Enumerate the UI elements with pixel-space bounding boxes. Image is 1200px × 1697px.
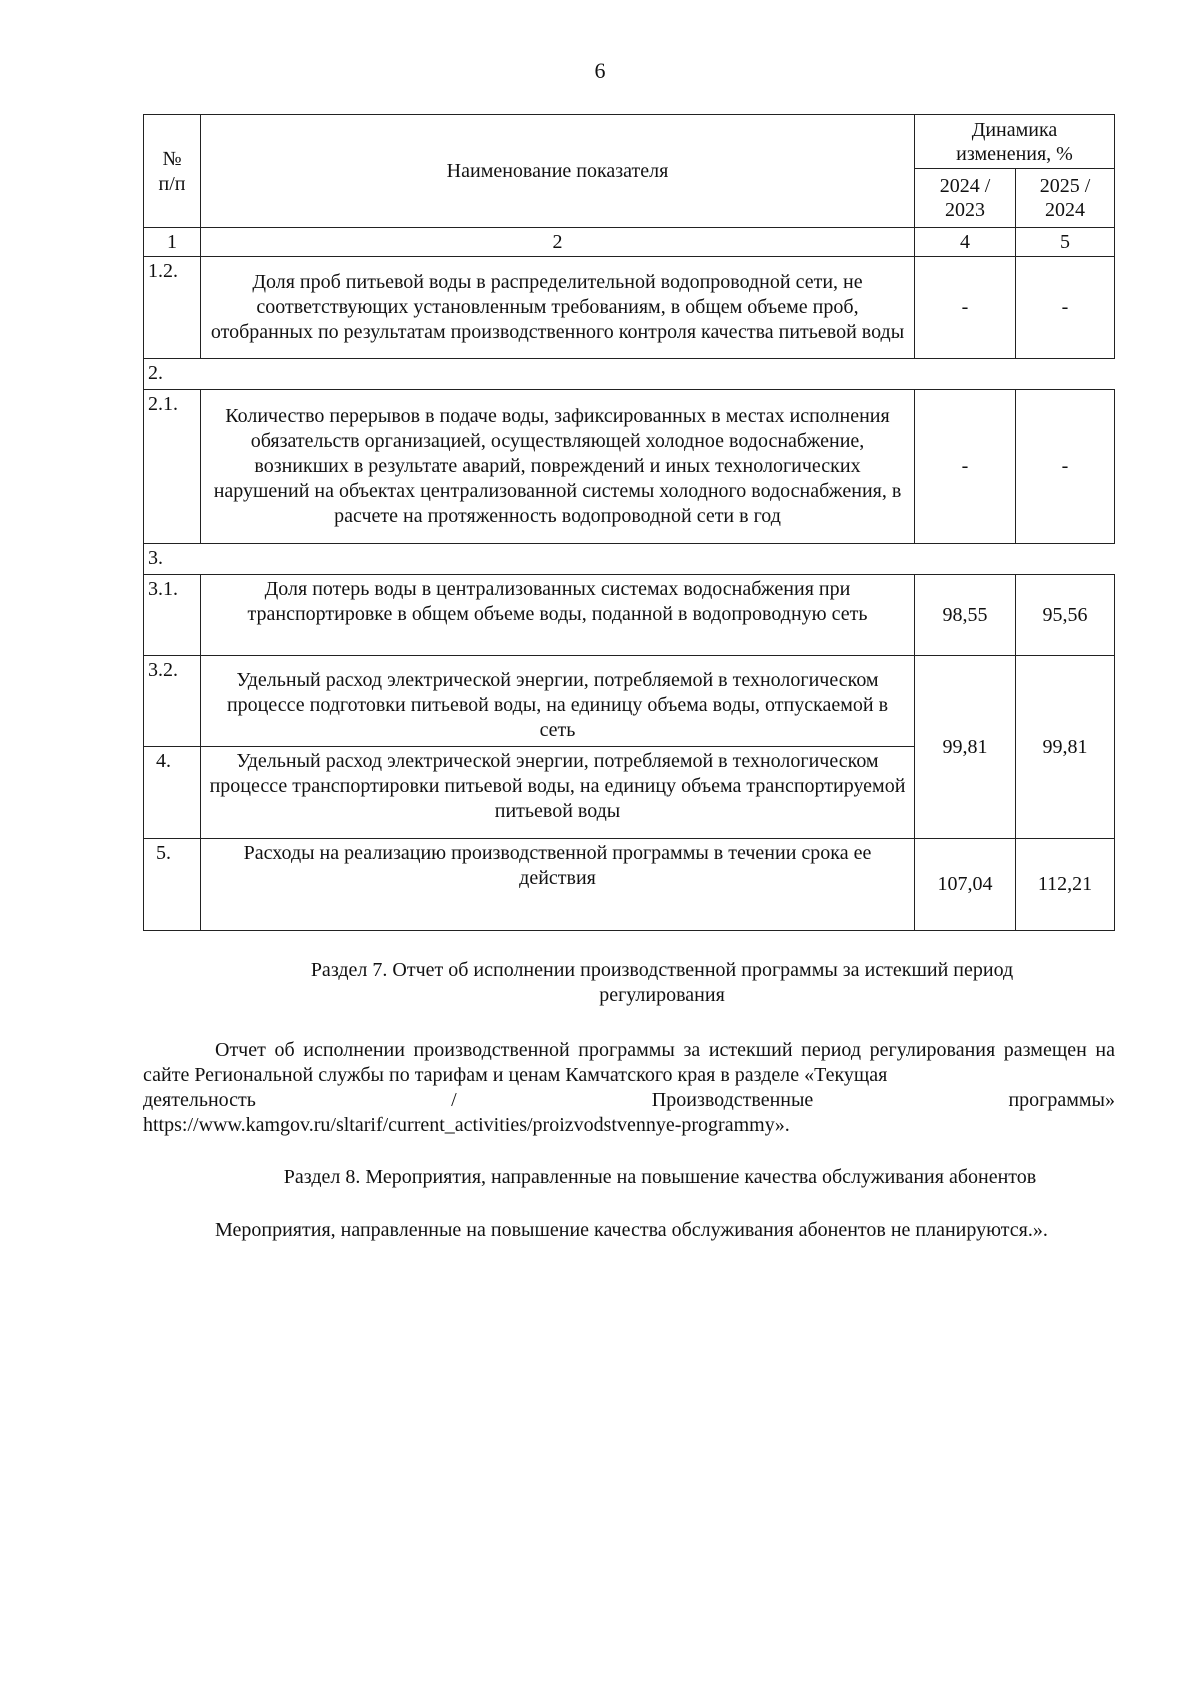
- section7-url: https://www.kamgov.ru/sltarif/current_activities/proizvodstvennye-programmy».: [143, 1114, 790, 1136]
- section7-line2-part: программы»: [1008, 1089, 1115, 1111]
- header-2025: 2025 / 2024: [1015, 168, 1115, 228]
- row-value-2025: 112,21: [1015, 838, 1115, 931]
- row-value-2025: -: [1015, 389, 1115, 544]
- row-value-2024: 107,04: [914, 838, 1016, 931]
- colnum-5: 5: [1015, 227, 1115, 257]
- colnum-2: 2: [200, 227, 915, 257]
- section7-line2-part: деятельность: [143, 1089, 256, 1111]
- section-row-spacer: [200, 543, 1115, 575]
- row-name: Расходы на реализацию производственной программы в течении срока ее действия: [200, 838, 915, 931]
- row-name: Доля потерь воды в централизованных системах водоснабжения при транспортировке в общем объеме воды, поданной в водопроводную сеть: [200, 574, 915, 656]
- row-value-2025: -: [1015, 256, 1115, 359]
- row-num: 2.1.: [143, 389, 201, 544]
- row-value-2024: 99,81: [914, 655, 1016, 839]
- section7-line2: [143, 1088, 1115, 1113]
- section7-heading: Раздел 7. Отчет об исполнении производственной программы за истекший период регулирования: [310, 959, 1014, 1006]
- header-2024: 2024 / 2023: [914, 168, 1016, 228]
- row-name: Удельный расход электрической энергии, потребляемой в технологическом процессе подготовки питьевой воды, на единицу объема воды, отпускаемой в сеть: [200, 655, 915, 747]
- row-num: 3.1.: [143, 574, 201, 656]
- page-number: 6: [594, 58, 606, 83]
- section7-line2-part: Производственные: [651, 1089, 814, 1111]
- row-num: 4.: [143, 746, 201, 839]
- section8-heading: Раздел 8. Мероприятия, направленные на повышение качества обслуживания абонентов: [283, 1166, 1037, 1188]
- row-value-2024: -: [914, 256, 1016, 359]
- row-num: 2.: [143, 358, 201, 390]
- row-num: 3.: [143, 543, 201, 575]
- section-row-spacer: [200, 358, 1115, 390]
- header-name: Наименование показателя: [200, 114, 915, 228]
- header-dynamics: Динамика изменения, %: [914, 114, 1115, 169]
- row-value-2025: 99,81: [1015, 655, 1115, 839]
- row-name: Доля проб питьевой воды в распределительной водопроводной сети, не соответствующих установленным требованиям, в общем объеме проб, отобранных по результатам производственного контроля качества питьевой воды: [200, 256, 915, 359]
- colnum-1: 1: [143, 227, 201, 257]
- colnum-4: 4: [914, 227, 1016, 257]
- header-num: № п/п: [143, 114, 201, 228]
- row-num: 1.2.: [143, 256, 201, 359]
- row-num: 5.: [143, 838, 201, 931]
- section8-paragraph: Мероприятия, направленные на повышение качества обслуживания абонентов не планируются.».: [215, 1219, 1048, 1241]
- section7-paragraph: [143, 1038, 1115, 1138]
- row-value-2024: 98,55: [914, 574, 1016, 656]
- row-num: 3.2.: [143, 655, 201, 747]
- row-value-2024: -: [914, 389, 1016, 544]
- row-name: Удельный расход электрической энергии, потребляемой в технологическом процессе транспортировки питьевой воды, на единицу объема транспортируемой питьевой воды: [200, 746, 915, 839]
- row-name: Количество перерывов в подаче воды, зафиксированных в местах исполнения обязательств организацией, осуществляющей холодное водоснабжение, возникших в результате аварий, повреждений и иных технологических нарушений на объектах централизованной системы холодного водоснабжения, в расчете на протяженность водопроводной сети в год: [200, 389, 915, 544]
- section7-line1: Отчет об исполнении производственной программы за истекший период регулирования размещен на сайте Региональной службы по тарифам и ценам Камчатского края в разделе «Текущая: [143, 1039, 1115, 1086]
- row-value-2025: 95,56: [1015, 574, 1115, 656]
- section7-line2-part: /: [451, 1089, 457, 1111]
